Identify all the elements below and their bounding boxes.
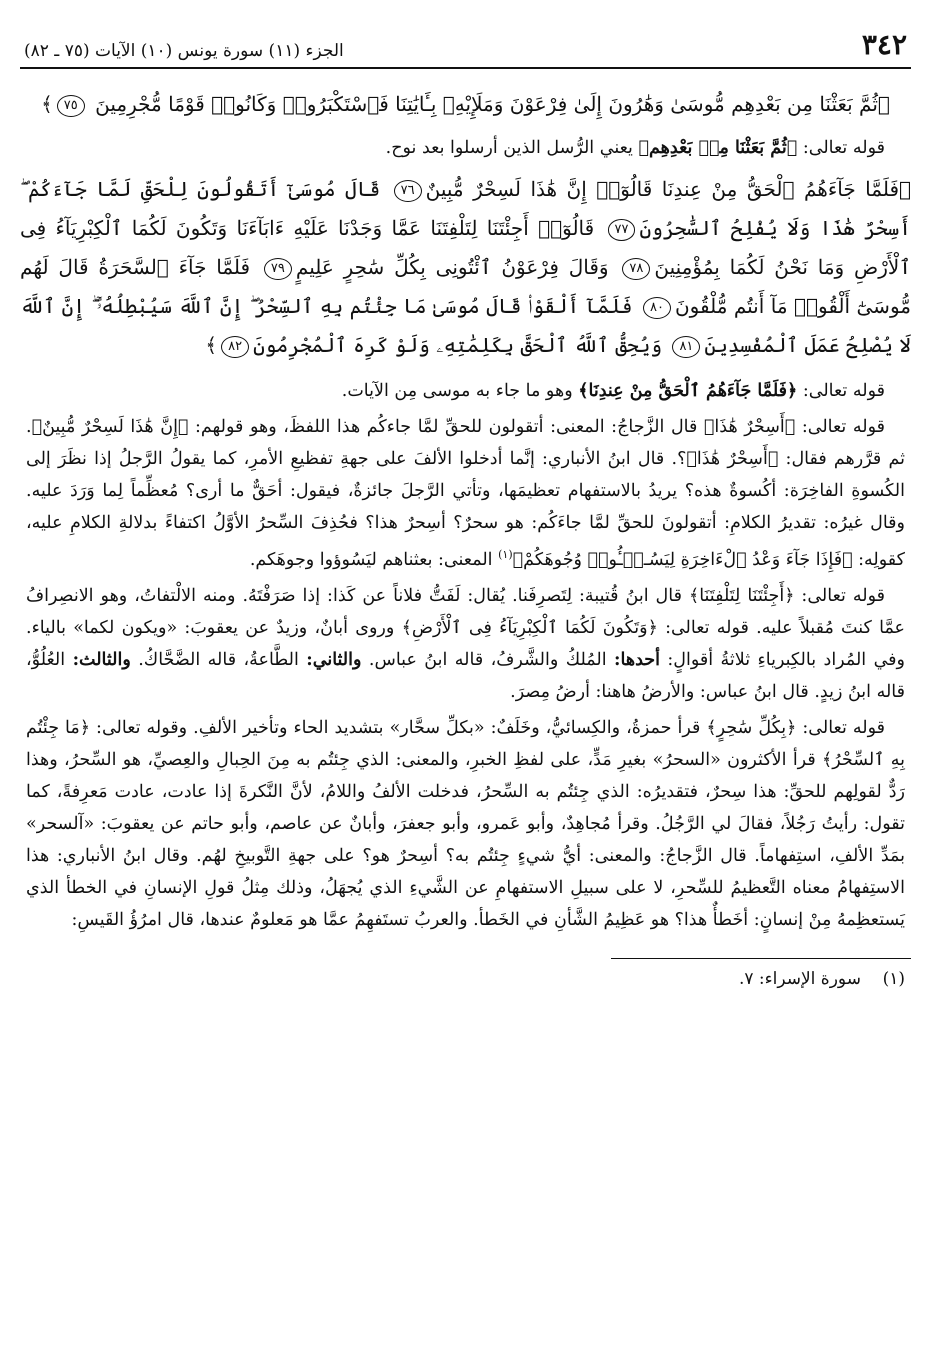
verse-text: فَلَمَّآ أَلْقَوْا۟ قَالَ مُوسَىٰ مَا جِئْتُم بِهِ ٱلسِّحْرُ ۖ إِنَّ ٱللَّهَ سَيُبْطِلُهُۥٓ ۖ إِنَّ ٱللَّهَ لَا يُصْلِحُ عَمَلَ ٱلْمُفْسِدِينَ	[20, 294, 911, 357]
opinion-label: والثاني:	[306, 649, 362, 670]
ayah-number-marker: ٧٨	[622, 258, 650, 280]
ayah-number-marker: ٨٠	[643, 297, 671, 319]
commentary-paragraph-2	[26, 411, 905, 576]
commentary-intro: قوله تعالى:	[802, 381, 885, 401]
opinion-text: الطَّاعةُ، قاله الضَّحَّاكُ.	[138, 649, 299, 670]
page-header	[20, 28, 911, 69]
commentary-text: قوله تعالى: ﴿بِكُلِّ سَٰحِرٍ﴾ قرأ حمزةُ، والكِسائيُّ، وخَلَفٌ: «بكلِّ سحَّار» بتشديد الحاء وتأخير الألفِ. وقوله تعالى: ﴿مَا جِئْتُم بِهِ ٱلسِّحْرُ﴾ قرأ الأكثرون «السحرُ» بغيرِ مَدٍّ، على لفظِ الخبرِ، والمعنى: الذي جِئتُم به مِنَ الحِبالِ والعِصيِّ، هو السِّحرُ، وهذا رَدٌّ لقولِهم للحقِّ: هذا سِحرٌ، فتقديرُه: الذي جِئتُم به السِّحرُ، فدخلت الألفُ واللامُ، لأنَّ النَّكرةَ إذا عادت، عادت مَعرِفةً، كما تقول: رأيتُ رَجُلاً، فقالَ لي الرَّجُلُ. وقرأ مُجاهِدٌ، وأبو عَمرو، وأبو جعفرَ، وأبانٌ عن عاصم، وأبو حاتم عن يعقوبَ: «آلسحر» بمَدِّ الألفِ، استِفهاماً. قال الزَّجاجُ: والمعنى: أيُّ شيءٍ جِئتُم به؟ أسِحرٌ هو؟ على جهةِ التَّوبيخِ لهُم. وقال ابنُ الأنباري: هذا الاستِفهامُ معناه التَّعظيمُ للسِّحرِ، لا على سبيلِ الاستفهامِ عن الشَّيءِ الذي يُجهَلُ، وذلك مِثلُ قولِ الإنسانِ في الخطأ الذي يَستعظِمهُ مِنْ إنسانٍ: أخَطأٌ هذا؟ هو عَظِيمُ الشَّأنِ في الخَطأ. والعربُ تستَفهِمُ عمَّا هو مَعلومٌ عندها، قال امرُؤُ القَيسِ:	[26, 717, 905, 930]
ayah-number-marker: ٨١	[672, 336, 700, 358]
ayah-number-marker: ٧٥	[57, 95, 85, 117]
quran-quote: ﴿ثُمَّ بَعَثْنَا مِنۢ بَعْدِهِم﴾	[638, 138, 798, 158]
commentary-paragraph-4	[26, 712, 905, 936]
commentary-paragraph-3	[26, 580, 905, 708]
footnote-reference: (١)	[498, 548, 513, 561]
commentary-paragraph-1	[26, 375, 905, 407]
opinion-text: المُلكُ والشَّرفُ، قاله ابنُ عباس.	[368, 649, 607, 670]
footnote-divider	[611, 958, 911, 959]
commentary-text: يعني الرُّسل الذين أرسلوا بعد نوح.	[385, 138, 633, 158]
commentary-text: وهو ما جاء به موسى مِن الآيات.	[341, 381, 573, 401]
opinion-label: أحدها:	[614, 649, 660, 670]
verse-75: ﴿ثُمَّ بَعَثْنَا مِن بَعْدِهِم مُّوسَىٰ وَهَٰرُونَ إِلَىٰ فِرْعَوْنَ وَمَلَإِيْهِۦ بِـَٔايَٰتِنَا فَٱسْتَكْبَرُوا۟ وَكَانُوا۟ قَوْمًا مُّجْرِمِينَ ٧٥﴾	[41, 92, 890, 116]
verse-text: وَيُحِقُّ ٱللَّهُ ٱلْحَقَّ بِكَلِمَٰتِهِۦ وَلَوْ كَرِهَ ٱلْمُجْرِمُونَ	[253, 333, 663, 357]
quran-quote: ﴿فَلَمَّا جَآءَهُمُ ٱلْحَقُّ مِنْ عِندِنَا﴾	[578, 381, 798, 401]
verse-text: قَالُوٓا۟ أَجِئْتَنَا لِتَلْفِتَنَا عَمَّا وَجَدْنَا عَلَيْهِ ءَابَآءَنَا وَتَكُونَ لَكُمَا ٱلْكِبْرِيَآءُ فِى ٱلْأَرْضِ وَمَا نَحْنُ لَكُمَا بِمُؤْمِنِينَ	[20, 216, 911, 279]
footnote-marker: (١)	[882, 968, 905, 989]
opinion-label: والثالث:	[72, 649, 131, 670]
opinion-text: العُلُوُّ، قاله ابنُ زيدٍ. قال ابنُ عباس: والأرضُ هاهنا: أرضُ مِصرَ.	[26, 649, 905, 702]
verse-text: ﴿فَلَمَّا جَآءَهُمُ ٱلْحَقُّ مِنْ عِندِنَا قَالُوٓا۟ إِنَّ هَٰذَا لَسِحْرٌ مُّبِينٌ	[425, 177, 912, 201]
verse-text: وَقَالَ فِرْعَوْنُ ٱئْتُونِى بِكُلِّ سَٰحِرٍ عَلِيمٍ	[295, 255, 609, 279]
ayah-number-marker: ٨٢	[221, 336, 249, 358]
verse-text: فَلَمَّا جَآءَ ٱلسَّحَرَةُ قَالَ لَهُم مُّوسَىٰٓ أَلْقُوا۟ مَآ أَنتُم مُّلْقُونَ	[20, 255, 911, 318]
commentary-text: قوله تعالى: ﴿أَجِئْتَنَا لِتَلْفِتَنَا﴾ قال ابنُ قُتيبة: لِتَصرِفَنا. يُقال: لَفَتُّ فلاناً عن كَذا: إذا صَرَفْتَهُ. ومنه الالْتفاتُ، وهو الانصِرافُ عمَّا كنتَ مُقبلاً عليه. قوله تعالى: ﴿وَتَكُونَ لَكُمَا ٱلْكِبْرِيَآءُ فِى ٱلْأَرْضِ﴾ وروى أبانٌ، وزيدٌ عن يعقوبَ: «ويكون لكما» بالياء. وفي المُراد بالكِبرياءِ ثلاثةُ أقوالٍ:	[26, 585, 905, 670]
verse-text: ﴿ثُمَّ بَعَثْنَا مِن بَعْدِهِم مُّوسَىٰ وَهَٰرُونَ إِلَىٰ فِرْعَوْنَ وَمَلَإِيْهِۦ بِـَٔايَٰتِنَا فَٱسْتَكْبَرُوا۟ وَكَانُوا۟ قَوْمًا مُّجْرِمِينَ	[95, 92, 890, 116]
footnote	[20, 969, 911, 989]
commentary-intro: قوله تعالى:	[802, 138, 885, 158]
ayah-number-marker: ٧٦	[394, 180, 422, 202]
commentary-text: قوله تعالى: ﴿أَسِحْرٌ هَٰذَا﴾ قال الزَّجاجُ: المعنى: أتقولون للحقِّ لمَّا جاءكُم هذا اللفظَ، وهو قولهم: ﴿إِنَّ هَٰذَا لَسِحْرٌ مُّبِينٌ﴾. ثم قرَّرهم فقال: ﴿أَسِحْرٌ هَٰذَا﴾؟. قال ابنُ الأنباري: إنَّما أدخلوا الألفَ على جهةِ تفظيعِ الأمرِ، كما يقولُ الرَّجلُ إذا نظَرَ إلى الكُسوةِ الفاخِرَة: أكُسوةٌ هذه؟ يريدُ بالاستفهام تعظيمَها، وتأتي الرَّجلَ جائزةٌ، فيقول: أحَقٌّ ما أرى؟ مُعظِّماً لِما وَرَدَ عليه. وقال غيرُه: تقديرُ الكلامِ: أتقولونَ للحقِّ لمَّا جاءَكُم: هو سحرٌ؟ أسِحرٌ هذا؟ فحُذِفَ السِّحرُ الأوَّلُ اكتفاءً بدلالةِ الكلامِ عليه، كقولِه: ﴿فَإِذَا جَآءَ وَعْدُ ٱلْءَاخِرَةِ لِيَسُـۥٓـُٔوا۟ وُجُوهَكُمْ﴾	[26, 417, 905, 570]
verse-text: قَالَ مُوسَىٰٓ أَتَقُولُونَ لِلْحَقِّ لَمَّا جَآءَكُمْ ۖ أَسِحْرٌ هَٰذَا وَلَا يُفْلِحُ ٱلسَّٰحِرُونَ	[20, 177, 911, 240]
page-number: ٣٤٢	[861, 28, 907, 61]
book-page	[20, 28, 911, 989]
ayah-number-marker: ٧٧	[608, 219, 636, 241]
commentary-text: المعنى: بعثناهم ليَسُوؤوا وجوهَكم.	[249, 549, 493, 570]
running-head: الجزء (١١) سورة يونس (١٠) الآيات (٧٥ ـ ٨٢)	[24, 41, 344, 61]
commentary-75	[26, 132, 905, 164]
verses-76-82: ﴿فَلَمَّا جَآءَهُمُ ٱلْحَقُّ مِنْ عِندِنَا قَالُوٓا۟ إِنَّ هَٰذَا لَسِحْرٌ مُّبِينٌ٧٦ قَالَ مُوسَىٰٓ أَتَقُولُونَ لِلْحَقِّ لَمَّا جَآءَكُمْ ۖ أَسِحْرٌ هَٰذَا وَلَا يُفْلِحُ ٱلسَّٰحِرُونَ٧٧ قَالُوٓا۟ أَجِئْتَنَا لِتَلْفِتَنَا عَمَّا وَجَدْنَا عَلَيْهِ ءَابَآءَنَا وَتَكُونَ لَكُمَا ٱلْكِبْرِيَآءُ فِى ٱلْأَرْضِ وَمَا نَحْنُ لَكُمَا بِمُؤْمِنِينَ٧٨ وَقَالَ فِرْعَوْنُ ٱئْتُونِى بِكُلِّ سَٰحِرٍ عَلِيمٍ٧٩ فَلَمَّا جَآءَ ٱلسَّحَرَةُ قَالَ لَهُم مُّوسَىٰٓ أَلْقُوا۟ مَآ أَنتُم مُّلْقُونَ٨٠ فَلَمَّآ أَلْقَوْا۟ قَالَ مُوسَىٰ مَا جِئْتُم بِهِ ٱلسِّحْرُ ۖ إِنَّ ٱللَّهَ سَيُبْطِلُهُۥٓ ۖ إِنَّ ٱللَّهَ لَا يُصْلِحُ عَمَلَ ٱلْمُفْسِدِينَ٨١ وَيُحِقُّ ٱللَّهُ ٱلْحَقَّ بِكَلِمَٰتِهِۦ وَلَوْ كَرِهَ ٱلْمُجْرِمُونَ٨٢﴾	[20, 177, 912, 357]
ayah-number-marker: ٧٩	[264, 258, 292, 280]
footnote-text: سورة الإسراء: ٧.	[738, 968, 861, 989]
